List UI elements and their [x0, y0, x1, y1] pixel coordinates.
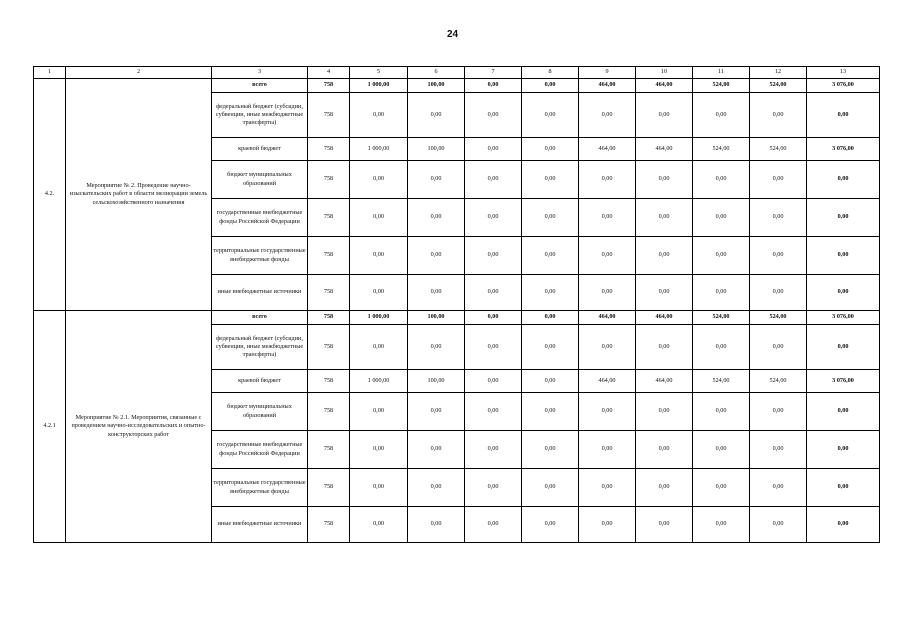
code-cell: 758	[308, 431, 350, 469]
header-cell: 3	[212, 67, 308, 79]
funding-source: всего	[212, 311, 308, 325]
funding-source: краевой бюджет	[212, 370, 308, 393]
value-cell: 0,00	[408, 93, 465, 138]
funding-source: государственные внебюджетные фонды Российской Федерации	[212, 431, 308, 469]
funding-source: иные внебюджетные источники	[212, 275, 308, 311]
page-number: 24	[446, 29, 459, 40]
value-cell: 0,00	[579, 393, 636, 431]
value-cell: 0,00	[750, 161, 807, 199]
value-cell: 0,00	[350, 237, 408, 275]
value-cell: 0,00	[693, 431, 750, 469]
value-cell: 0,00	[750, 325, 807, 370]
value-cell: 0,00	[522, 199, 579, 237]
value-cell: 0,00	[465, 507, 522, 543]
value-cell: 0,00	[408, 507, 465, 543]
value-cell: 0,00	[465, 138, 522, 161]
value-cell: 0,00	[350, 469, 408, 507]
value-cell: 0,00	[522, 93, 579, 138]
value-cell: 0,00	[465, 93, 522, 138]
value-cell: 0,00	[522, 507, 579, 543]
header-cell: 7	[465, 67, 522, 79]
value-cell: 0,00	[579, 275, 636, 311]
value-cell: 0,00	[408, 237, 465, 275]
value-cell: 0,00	[408, 469, 465, 507]
budget-table	[33, 66, 880, 543]
code-cell: 758	[308, 161, 350, 199]
value-cell: 100,00	[408, 311, 465, 325]
value-cell: 0,00	[636, 393, 693, 431]
header-cell: 12	[750, 67, 807, 79]
value-cell: 0,00	[522, 79, 579, 93]
value-cell: 0,00	[465, 393, 522, 431]
funding-source: иные внебюджетные источники	[212, 507, 308, 543]
code-cell: 758	[308, 311, 350, 325]
value-cell: 0,00	[408, 431, 465, 469]
code-cell: 758	[308, 469, 350, 507]
value-cell: 0,00	[636, 199, 693, 237]
code-cell: 758	[308, 79, 350, 93]
value-cell: 0,00	[693, 393, 750, 431]
value-cell: 0,00	[636, 469, 693, 507]
value-cell: 0,00	[350, 325, 408, 370]
value-cell: 524,00	[693, 79, 750, 93]
value-cell: 524,00	[750, 370, 807, 393]
total-cell: 3 076,00	[807, 79, 880, 93]
value-cell: 464,00	[579, 138, 636, 161]
value-cell: 0,00	[636, 431, 693, 469]
code-cell: 758	[308, 199, 350, 237]
header-row	[34, 67, 880, 79]
value-cell: 0,00	[465, 237, 522, 275]
value-cell: 0,00	[750, 199, 807, 237]
value-cell: 524,00	[693, 138, 750, 161]
value-cell: 524,00	[750, 138, 807, 161]
value-cell: 0,00	[636, 325, 693, 370]
value-cell: 0,00	[636, 275, 693, 311]
value-cell: 0,00	[693, 325, 750, 370]
funding-source: всего	[212, 79, 308, 93]
value-cell: 0,00	[522, 431, 579, 469]
funding-source: государственные внебюджетные фонды Российской Федерации	[212, 199, 308, 237]
value-cell: 0,00	[350, 161, 408, 199]
value-cell: 464,00	[579, 370, 636, 393]
value-cell: 0,00	[693, 469, 750, 507]
value-cell: 464,00	[636, 138, 693, 161]
value-cell: 1 000,00	[350, 79, 408, 93]
total-cell: 0,00	[807, 237, 880, 275]
total-cell: 3 076,00	[807, 311, 880, 325]
value-cell: 0,00	[636, 161, 693, 199]
total-cell: 3 076,00	[807, 138, 880, 161]
code-cell: 758	[308, 138, 350, 161]
code-cell: 758	[308, 275, 350, 311]
value-cell: 0,00	[350, 431, 408, 469]
value-cell: 0,00	[750, 275, 807, 311]
header-cell: 2	[66, 67, 212, 79]
value-cell: 0,00	[522, 469, 579, 507]
value-cell: 0,00	[579, 93, 636, 138]
funding-source: территориальные государственные внебюджетные фонды	[212, 469, 308, 507]
value-cell: 100,00	[408, 370, 465, 393]
funding-source: федеральный бюджет (субсидии, субвенции, иные межбюджетные трансферты)	[212, 325, 308, 370]
funding-source: краевой бюджет	[212, 138, 308, 161]
value-cell: 464,00	[636, 79, 693, 93]
code-cell: 758	[308, 507, 350, 543]
code-cell: 758	[308, 393, 350, 431]
value-cell: 524,00	[693, 370, 750, 393]
value-cell: 0,00	[465, 469, 522, 507]
header-cell: 8	[522, 67, 579, 79]
measure-name: Мероприятие № 2. Проведение научно-изыскательских работ в области мелиорации земель сельскохозяйственного назначения	[66, 79, 212, 311]
value-cell: 524,00	[693, 311, 750, 325]
value-cell: 1 000,00	[350, 138, 408, 161]
value-cell: 0,00	[750, 393, 807, 431]
value-cell: 0,00	[408, 393, 465, 431]
value-cell: 0,00	[465, 199, 522, 237]
value-cell: 0,00	[693, 161, 750, 199]
value-cell: 0,00	[350, 507, 408, 543]
value-cell: 464,00	[636, 311, 693, 325]
value-cell: 0,00	[750, 431, 807, 469]
header-cell: 5	[350, 67, 408, 79]
value-cell: 0,00	[522, 370, 579, 393]
value-cell: 524,00	[750, 311, 807, 325]
value-cell: 0,00	[465, 311, 522, 325]
value-cell: 100,00	[408, 79, 465, 93]
value-cell: 0,00	[579, 325, 636, 370]
value-cell: 0,00	[522, 393, 579, 431]
header-cell: 11	[693, 67, 750, 79]
value-cell: 0,00	[522, 161, 579, 199]
value-cell: 0,00	[465, 79, 522, 93]
value-cell: 0,00	[636, 507, 693, 543]
value-cell: 0,00	[350, 275, 408, 311]
value-cell: 0,00	[693, 199, 750, 237]
value-cell: 0,00	[350, 199, 408, 237]
value-cell: 524,00	[750, 79, 807, 93]
funding-source: бюджет муниципальных образований	[212, 161, 308, 199]
value-cell: 0,00	[465, 325, 522, 370]
value-cell: 0,00	[579, 507, 636, 543]
value-cell: 0,00	[350, 393, 408, 431]
value-cell: 0,00	[636, 237, 693, 275]
total-cell: 0,00	[807, 469, 880, 507]
total-cell: 0,00	[807, 393, 880, 431]
value-cell: 0,00	[522, 138, 579, 161]
value-cell: 0,00	[579, 199, 636, 237]
value-cell: 464,00	[636, 370, 693, 393]
value-cell: 0,00	[522, 237, 579, 275]
value-cell: 0,00	[750, 469, 807, 507]
total-cell: 0,00	[807, 507, 880, 543]
code-cell: 758	[308, 370, 350, 393]
value-cell: 0,00	[750, 237, 807, 275]
value-cell: 0,00	[465, 275, 522, 311]
table-row	[34, 79, 880, 93]
value-cell: 0,00	[522, 275, 579, 311]
total-cell: 0,00	[807, 161, 880, 199]
total-cell: 3 076,00	[807, 370, 880, 393]
total-cell: 0,00	[807, 431, 880, 469]
value-cell: 0,00	[693, 275, 750, 311]
funding-source: федеральный бюджет (субсидии, субвенции, иные межбюджетные трансферты)	[212, 93, 308, 138]
total-cell: 0,00	[807, 93, 880, 138]
value-cell: 464,00	[579, 79, 636, 93]
table-row	[34, 311, 880, 325]
total-cell: 0,00	[807, 325, 880, 370]
value-cell: 0,00	[465, 431, 522, 469]
measure-code: 4.2.	[34, 79, 66, 311]
value-cell: 0,00	[465, 161, 522, 199]
value-cell: 0,00	[408, 161, 465, 199]
table-body	[34, 67, 880, 543]
header-cell: 4	[308, 67, 350, 79]
total-cell: 0,00	[807, 199, 880, 237]
value-cell: 0,00	[350, 93, 408, 138]
value-cell: 464,00	[579, 311, 636, 325]
value-cell: 0,00	[522, 325, 579, 370]
value-cell: 0,00	[750, 93, 807, 138]
value-cell: 0,00	[408, 275, 465, 311]
value-cell: 0,00	[636, 93, 693, 138]
value-cell: 1 000,00	[350, 370, 408, 393]
value-cell: 1 000,00	[350, 311, 408, 325]
total-cell: 0,00	[807, 275, 880, 311]
funding-source: территориальные государственные внебюджетные фонды	[212, 237, 308, 275]
value-cell: 0,00	[408, 325, 465, 370]
header-cell: 6	[408, 67, 465, 79]
value-cell: 0,00	[579, 469, 636, 507]
value-cell: 100,00	[408, 138, 465, 161]
value-cell: 0,00	[693, 93, 750, 138]
code-cell: 758	[308, 325, 350, 370]
value-cell: 0,00	[465, 370, 522, 393]
value-cell: 0,00	[579, 431, 636, 469]
header-cell: 10	[636, 67, 693, 79]
value-cell: 0,00	[522, 311, 579, 325]
header-cell: 1	[34, 67, 66, 79]
code-cell: 758	[308, 93, 350, 138]
value-cell: 0,00	[579, 237, 636, 275]
value-cell: 0,00	[408, 199, 465, 237]
header-cell: 13	[807, 67, 880, 79]
measure-name: Мероприятие № 2.1. Мероприятия, связанные с проведением научно-исследовательских и опытно-конструкторских работ	[66, 311, 212, 543]
value-cell: 0,00	[579, 161, 636, 199]
header-cell: 9	[579, 67, 636, 79]
value-cell: 0,00	[693, 507, 750, 543]
measure-code: 4.2.1	[34, 311, 66, 543]
funding-source: бюджет муниципальных образований	[212, 393, 308, 431]
value-cell: 0,00	[693, 237, 750, 275]
code-cell: 758	[308, 237, 350, 275]
value-cell: 0,00	[750, 507, 807, 543]
